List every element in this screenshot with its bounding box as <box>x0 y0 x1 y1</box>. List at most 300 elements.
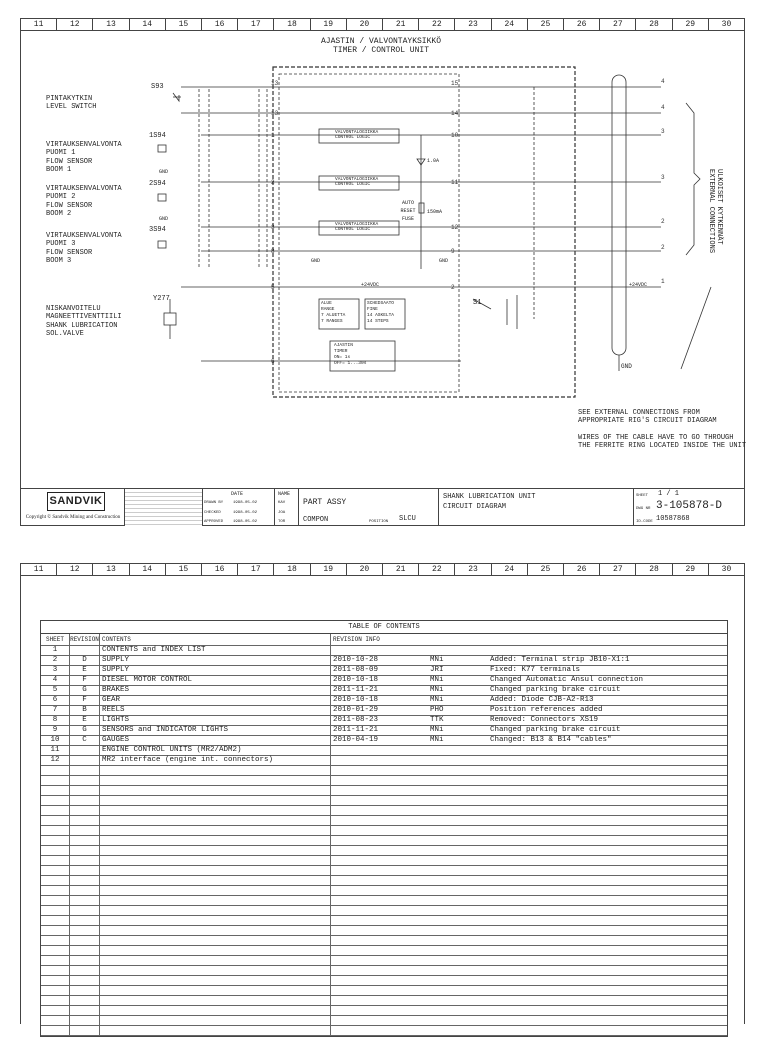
column-number: 14 <box>130 564 166 575</box>
table-cell <box>490 766 727 775</box>
fine-box: SCHEDSAATO FINE 14 ASKELTA 14 STEPS <box>367 301 395 324</box>
table-row <box>41 716 727 726</box>
table-cell <box>331 916 430 925</box>
header-spacer <box>430 634 490 645</box>
table-cell <box>70 866 100 875</box>
dwg-number: 3-105878-D <box>656 500 723 512</box>
table-cell <box>100 776 331 785</box>
column-number: 12 <box>57 564 93 575</box>
table-row <box>41 916 727 926</box>
approved-label: APPROVED <box>204 520 224 524</box>
column-number: 24 <box>492 19 528 30</box>
sheet-value: 1 / 1 <box>658 490 680 498</box>
table-cell <box>100 896 331 905</box>
sandvik-logo: SANDVIK <box>47 492 105 511</box>
table-cell <box>41 836 70 845</box>
table-cell <box>100 806 331 815</box>
table-cell <box>41 936 70 945</box>
table-cell <box>70 936 100 945</box>
table-cell <box>331 796 430 805</box>
table-cell <box>100 856 331 865</box>
table-cell <box>490 966 727 975</box>
contents-table <box>40 620 728 1037</box>
fuse-rating-2: 150mA <box>427 209 443 215</box>
table-cell: 4 <box>41 676 70 685</box>
table-cell <box>430 976 490 985</box>
table-cell: SENSORS and INDICATOR LIGHTS <box>100 726 331 735</box>
table-cell <box>70 896 100 905</box>
label: VIRTAUKSENVALVONTA <box>46 185 122 193</box>
table-row <box>41 756 727 766</box>
table-cell: 2010-10-18 <box>333 696 379 704</box>
label: BOOM 2 <box>46 210 72 218</box>
external-connections-label-en: EXTERNAL CONNECTIONS <box>707 169 715 254</box>
table-row <box>41 816 727 826</box>
table-cell: SUPPLY <box>100 666 331 675</box>
table-cell <box>100 956 331 965</box>
toc-header-row <box>41 634 727 646</box>
table-row <box>41 1026 727 1036</box>
table-row <box>41 936 727 946</box>
table-row <box>41 726 727 736</box>
svg-text:11: 11 <box>451 179 459 186</box>
column-number: 29 <box>673 19 709 30</box>
label: BOOM 1 <box>46 166 72 174</box>
y277-label: Y277 <box>153 295 170 303</box>
table-row <box>41 786 727 796</box>
table-cell: Changed parking brake circuit <box>490 686 621 694</box>
checked-date: 1998-05-02 <box>233 511 258 515</box>
table-cell <box>490 846 727 855</box>
table-cell <box>490 986 727 995</box>
name-block <box>275 489 299 526</box>
column-number: 12 <box>57 19 93 30</box>
table-row <box>41 806 727 816</box>
table-cell <box>100 966 331 975</box>
table-cell <box>430 746 490 755</box>
table-cell: BRAKES <box>100 686 331 695</box>
table-cell <box>331 646 430 655</box>
header-revision-info: REVISION INFO <box>333 636 380 643</box>
table-cell <box>430 766 490 775</box>
table-cell: MNi <box>430 736 444 744</box>
table-cell <box>70 796 100 805</box>
gnd-label: GND <box>621 363 632 370</box>
position-label: POSITION <box>369 520 389 524</box>
table-row <box>41 676 727 686</box>
column-number: 18 <box>274 564 310 575</box>
table-cell <box>41 996 70 1005</box>
gnd-label: GND <box>439 258 449 264</box>
table-cell <box>430 946 490 955</box>
table-cell <box>70 816 100 825</box>
column-number: 19 <box>311 19 347 30</box>
column-number: 16 <box>202 564 238 575</box>
column-number: 15 <box>166 564 202 575</box>
table-cell <box>331 906 430 915</box>
s1-label: S1 <box>473 299 482 307</box>
s3s94-label: 3S94 <box>149 226 166 234</box>
checked-name: JOA <box>278 511 286 515</box>
table-cell <box>41 956 70 965</box>
date-header: DATE <box>231 491 244 497</box>
table-cell: B <box>70 706 100 715</box>
table-cell: G <box>70 726 100 735</box>
table-cell <box>100 1006 331 1015</box>
table-row <box>41 666 727 676</box>
header-revision: REVISION <box>70 636 99 643</box>
table-cell <box>41 866 70 875</box>
column-number: 17 <box>238 19 274 30</box>
table-cell <box>70 886 100 895</box>
table-cell: Removed: Connectors XS19 <box>490 716 599 724</box>
table-cell <box>430 956 490 965</box>
table-cell <box>100 866 331 875</box>
table-cell <box>41 886 70 895</box>
table-cell <box>430 896 490 905</box>
table-cell: D <box>70 656 100 665</box>
table-cell <box>490 1006 727 1015</box>
table-cell <box>331 826 430 835</box>
table-cell: MNi <box>430 676 444 684</box>
column-number: 24 <box>492 564 528 575</box>
table-cell <box>430 846 490 855</box>
drawn-date: 1998-05-02 <box>233 501 258 505</box>
table-cell <box>490 946 727 955</box>
copyright: Copyright © Sandvik Mining and Construction <box>25 515 121 520</box>
table-row <box>41 876 727 886</box>
table-cell: C <box>70 736 100 745</box>
gnd-label: GND <box>311 258 321 264</box>
svg-text:3: 3 <box>271 224 275 231</box>
table-cell: Changed parking brake circuit <box>490 726 621 734</box>
table-cell <box>41 816 70 825</box>
table-cell <box>70 646 100 655</box>
svg-text:2: 2 <box>661 218 665 225</box>
column-number: 27 <box>600 19 636 30</box>
table-cell: F <box>70 696 100 705</box>
table-cell <box>41 906 70 915</box>
table-cell: Fixed: K77 terminals <box>490 666 581 674</box>
table-cell <box>430 796 490 805</box>
table-cell <box>430 1026 490 1035</box>
desc-line-2: CIRCUIT DIAGRAM <box>443 503 507 511</box>
legal-text-block <box>125 489 203 526</box>
table-row <box>41 656 727 666</box>
table-cell <box>430 926 490 935</box>
header-sheet: SHEET <box>41 634 70 645</box>
table-cell: Added: Terminal strip JB10-X1:1 <box>490 656 630 664</box>
gnd-label: GND <box>159 216 169 222</box>
table-cell <box>430 806 490 815</box>
table-cell <box>430 916 490 925</box>
svg-text:9: 9 <box>451 248 455 255</box>
label: VIRTAUKSENVALVONTA <box>46 232 122 240</box>
table-cell <box>331 976 430 985</box>
table-cell <box>100 836 331 845</box>
column-number: 26 <box>564 19 600 30</box>
table-cell: PHO <box>430 706 444 714</box>
table-cell <box>70 806 100 815</box>
table-cell <box>430 756 490 765</box>
table-cell <box>331 896 430 905</box>
table-cell <box>70 786 100 795</box>
table-cell: 2011-08-23 <box>333 716 379 724</box>
table-cell <box>41 776 70 785</box>
table-cell <box>490 996 727 1005</box>
checked-label: CHECKED <box>204 511 221 515</box>
svg-text:13: 13 <box>271 110 279 117</box>
table-of-contents-sheet <box>20 563 745 1024</box>
note-line: APPROPRIATE RIG'S CIRCUIT DIAGRAM <box>578 417 717 425</box>
table-cell <box>430 866 490 875</box>
table-cell <box>70 986 100 995</box>
table-cell <box>430 876 490 885</box>
table-cell: 2010-10-28 <box>333 656 379 664</box>
table-cell: Changed Automatic Ansul connection <box>490 676 644 684</box>
s93-label: S93 <box>151 83 164 91</box>
table-row <box>41 846 727 856</box>
label: PUOMI 2 <box>46 193 76 201</box>
table-cell <box>100 906 331 915</box>
svg-text:2: 2 <box>451 284 455 291</box>
label: FLOW SENSOR <box>46 202 93 210</box>
table-cell <box>430 836 490 845</box>
column-number: 30 <box>721 20 732 29</box>
table-cell: ENGINE CONTROL UNITS (MR2/ADM2) <box>100 746 331 755</box>
table-cell <box>70 996 100 1005</box>
table-cell <box>70 916 100 925</box>
label: LEVEL SWITCH <box>46 103 97 111</box>
table-cell: 2011-11-21 <box>333 686 379 694</box>
part-assy: PART ASSY <box>303 498 347 507</box>
table-cell <box>331 806 430 815</box>
svg-text:2: 2 <box>661 244 665 251</box>
table-cell: 2011-11-21 <box>333 726 379 734</box>
table-row <box>41 746 727 756</box>
table-row <box>41 826 727 836</box>
table-cell <box>70 946 100 955</box>
circuit-diagram-sheet <box>20 18 745 526</box>
label: SHANK LUBRICATION <box>46 322 118 330</box>
table-cell <box>331 886 430 895</box>
column-number: 14 <box>130 19 166 30</box>
note-line: THE FERRITE RING LOCATED INSIDE THE UNIT <box>578 442 747 450</box>
table-cell <box>490 856 727 865</box>
svg-text:15: 15 <box>451 80 459 87</box>
table-cell <box>430 646 490 655</box>
fuse-rating: 1.0A <box>427 158 440 164</box>
table-cell <box>331 756 430 765</box>
timer-box: AJASTIN TIMER ON= 1s OFF= 1...30s <box>334 343 367 366</box>
table-cell <box>331 786 430 795</box>
table-cell <box>490 746 727 755</box>
label: VIRTAUKSENVALVONTA <box>46 141 122 149</box>
table-cell <box>331 866 430 875</box>
table-cell <box>331 966 430 975</box>
approved-name: TOR <box>278 520 286 524</box>
table-cell <box>490 976 727 985</box>
logo-cell <box>21 489 125 526</box>
table-cell <box>430 786 490 795</box>
toc-rows <box>41 646 727 1036</box>
table-cell <box>490 896 727 905</box>
sheet-label: SHEET <box>636 494 649 498</box>
table-cell: MR2 interface (engine int. connectors) <box>100 756 331 765</box>
control-logic-2: VALVONTALOGIIKKA CONTROL LOGIC <box>335 177 379 187</box>
table-cell: CONTENTS and INDEX LIST <box>100 646 331 655</box>
table-cell: 9 <box>41 726 70 735</box>
column-ruler <box>21 564 744 576</box>
table-cell <box>41 1006 70 1015</box>
table-row <box>41 996 727 1006</box>
table-row <box>41 906 727 916</box>
table-cell: 2010-04-19 <box>333 736 379 744</box>
column-number: 27 <box>600 564 636 575</box>
table-cell <box>331 926 430 935</box>
table-row <box>41 736 727 746</box>
svg-text:14: 14 <box>451 110 459 117</box>
column-number: 18 <box>274 19 310 30</box>
table-cell: MNi <box>430 726 444 734</box>
table-row <box>41 856 727 866</box>
id-code: 10587868 <box>656 515 690 523</box>
label: FLOW SENSOR <box>46 249 93 257</box>
table-cell <box>331 856 430 865</box>
column-number: 28 <box>636 19 672 30</box>
dwg-label: DWG NR <box>636 507 651 511</box>
table-cell: G <box>70 686 100 695</box>
table-cell <box>70 1026 100 1035</box>
table-row <box>41 946 727 956</box>
table-cell: TTK <box>430 716 444 724</box>
table-cell <box>490 826 727 835</box>
table-cell: 2010-01-29 <box>333 706 379 714</box>
svg-text:1: 1 <box>661 278 665 285</box>
column-number: 26 <box>564 564 600 575</box>
table-cell <box>41 926 70 935</box>
column-number: 13 <box>93 564 129 575</box>
table-row <box>41 1006 727 1016</box>
table-cell <box>490 916 727 925</box>
column-number: 21 <box>383 564 419 575</box>
column-number: 20 <box>347 564 383 575</box>
table-cell <box>70 756 100 765</box>
column-number: 16 <box>202 19 238 30</box>
table-cell <box>41 986 70 995</box>
table-cell: LIGHTS <box>100 716 331 725</box>
table-cell <box>41 966 70 975</box>
label: PINTAKYTKIN <box>46 95 93 103</box>
column-number: 29 <box>673 564 709 575</box>
svg-text:3: 3 <box>661 128 665 135</box>
column-number: 11 <box>21 19 57 30</box>
toc-title: TABLE OF CONTENTS <box>41 621 727 634</box>
column-number: 22 <box>419 564 455 575</box>
table-cell <box>41 946 70 955</box>
svg-text:4: 4 <box>661 104 665 111</box>
table-cell <box>331 776 430 785</box>
column-number: 30 <box>721 565 732 574</box>
description-block <box>439 489 634 526</box>
table-cell <box>41 876 70 885</box>
table-cell: MNi <box>430 686 444 694</box>
column-number: 19 <box>311 564 347 575</box>
external-connections-label-fi: ULKOISET KYTKENNÄT <box>715 169 723 245</box>
gnd-label: GND <box>159 169 169 175</box>
table-cell <box>41 856 70 865</box>
svg-text:4: 4 <box>661 78 665 85</box>
table-cell <box>430 1006 490 1015</box>
table-cell <box>331 816 430 825</box>
table-cell <box>70 776 100 785</box>
table-cell: MNi <box>430 696 444 704</box>
table-row <box>41 696 727 706</box>
table-row <box>41 646 727 656</box>
table-cell: GEAR <box>100 696 331 705</box>
table-cell <box>70 746 100 755</box>
table-row <box>41 1016 727 1026</box>
table-cell: 12 <box>41 756 70 765</box>
table-cell <box>430 966 490 975</box>
column-number: 20 <box>347 19 383 30</box>
signature-block <box>203 489 275 526</box>
label: FLOW SENSOR <box>46 158 93 166</box>
table-cell: 2010-10-18 <box>333 676 379 684</box>
note-line: WIRES OF THE CABLE HAVE TO GO THROUGH <box>578 434 734 442</box>
table-cell <box>100 996 331 1005</box>
table-cell <box>70 976 100 985</box>
table-cell <box>100 1026 331 1035</box>
table-cell <box>100 846 331 855</box>
svg-text:3: 3 <box>661 174 665 181</box>
s2s94-label: 2S94 <box>149 180 166 188</box>
id-label: ID-CODE <box>636 520 653 524</box>
table-cell <box>331 936 430 945</box>
compon: COMPON <box>303 516 329 524</box>
table-cell <box>70 856 100 865</box>
table-row <box>41 706 727 716</box>
table-cell: 10 <box>41 736 70 745</box>
table-cell <box>70 906 100 915</box>
table-cell <box>490 956 727 965</box>
table-cell <box>490 646 727 655</box>
table-cell <box>70 826 100 835</box>
table-cell <box>100 816 331 825</box>
table-cell: E <box>70 666 100 675</box>
table-cell <box>70 956 100 965</box>
table-cell: MNi <box>430 656 444 664</box>
table-row <box>41 886 727 896</box>
table-cell: DIESEL MOTOR CONTROL <box>100 676 331 685</box>
table-row <box>41 686 727 696</box>
svg-text:1: 1 <box>271 132 275 139</box>
svg-text:8: 8 <box>271 248 275 255</box>
table-row <box>41 966 727 976</box>
s1s94-label: 1S94 <box>149 132 166 140</box>
table-row <box>41 776 727 786</box>
column-number: 25 <box>528 19 564 30</box>
title-block <box>21 488 744 527</box>
table-cell <box>490 836 727 845</box>
table-cell <box>331 836 430 845</box>
table-cell: 11 <box>41 746 70 755</box>
table-cell: 3 <box>41 666 70 675</box>
table-cell: E <box>70 716 100 725</box>
drawing-number-block <box>634 489 744 526</box>
name-header: NAME <box>278 491 291 497</box>
control-logic-3: VALVONTALOGIIKKA CONTROL LOGIC <box>335 222 379 232</box>
